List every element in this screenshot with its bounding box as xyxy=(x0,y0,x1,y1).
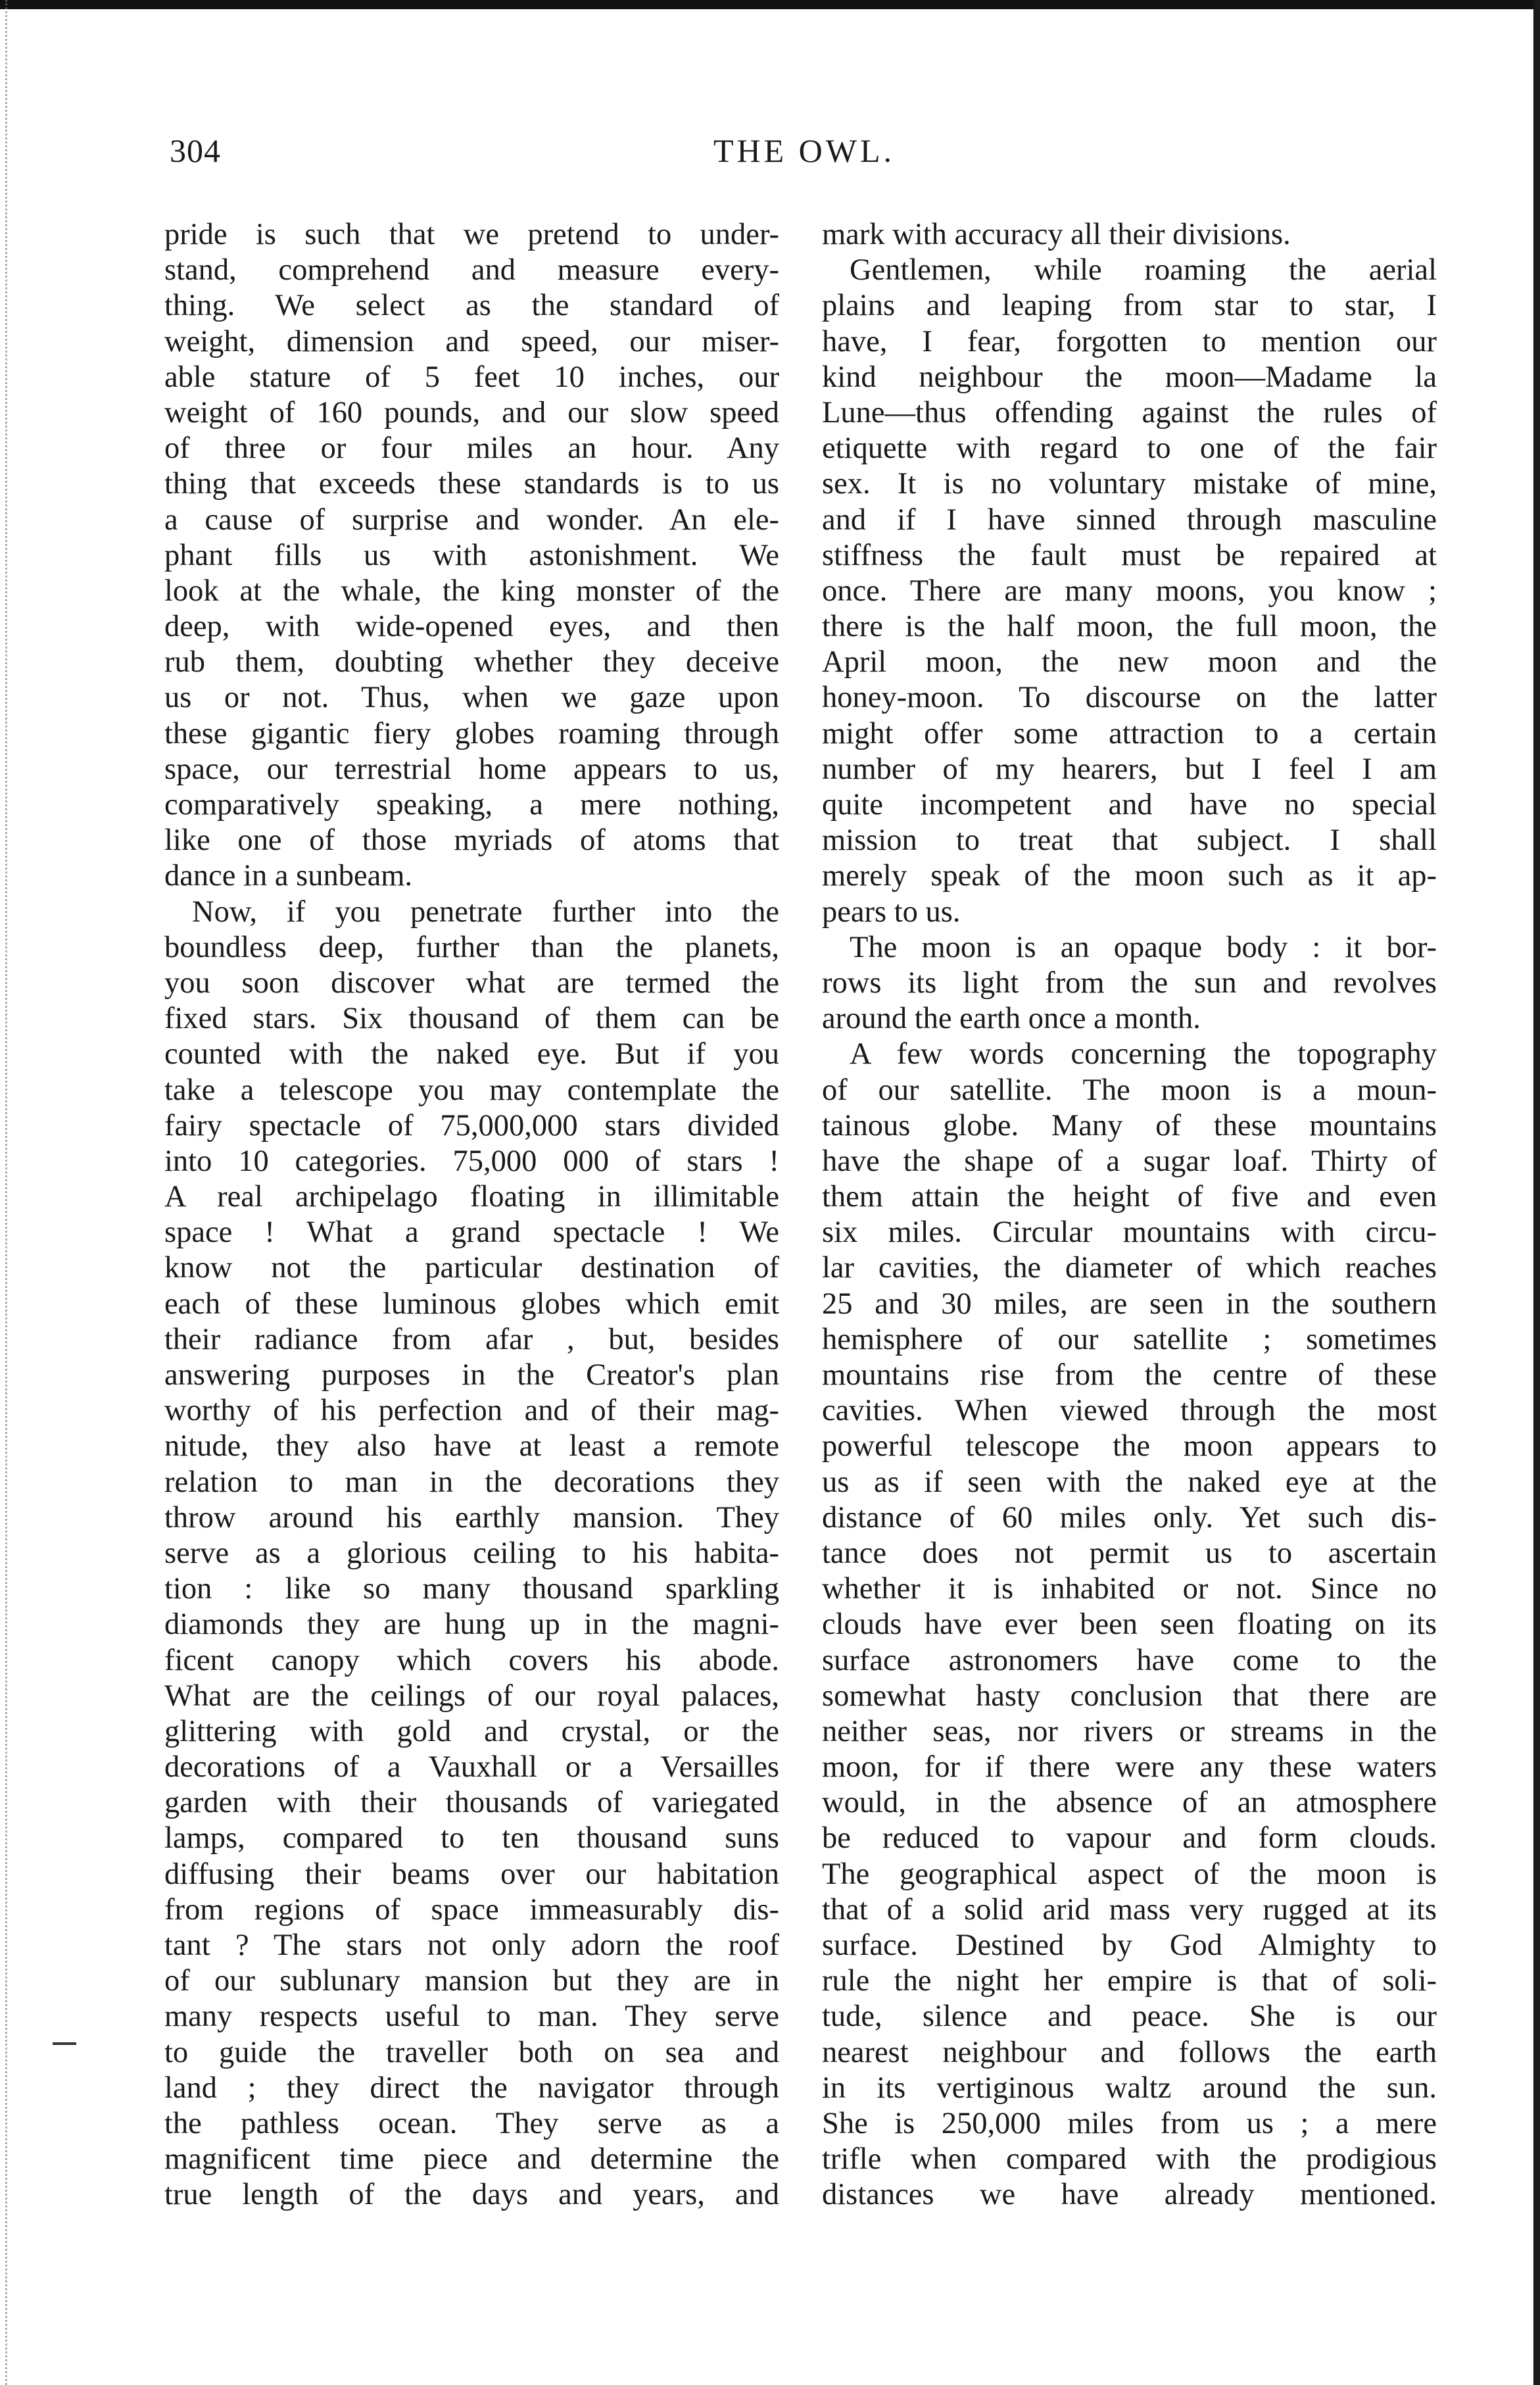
text-line: What are the ceilings of our royal palaces, xyxy=(164,1679,779,1713)
text-line: mountains rise from the centre of these xyxy=(822,1358,1437,1392)
text-line: and if I have sinned through masculine xyxy=(822,503,1437,537)
text-line: lar cavities, the diameter of which reaches xyxy=(822,1251,1437,1285)
text-line: counted with the naked eye. But if you xyxy=(164,1037,779,1071)
text-line: distances we have already mentioned. xyxy=(822,2178,1437,2212)
text-line: stiffness the fault must be repaired at xyxy=(822,538,1437,572)
text-line: diffusing their beams over our habitation xyxy=(164,1857,779,1891)
text-line: the pathless ocean. They serve as a xyxy=(164,2106,779,2140)
text-line: weight of 160 pounds, and our slow speed xyxy=(164,395,779,430)
text-line: into 10 categories. 75,000 000 of stars ! xyxy=(164,1144,779,1178)
text-line: tion : like so many thousand sparkling xyxy=(164,1572,779,1606)
text-line: Gentlemen, while roaming the aerial xyxy=(850,253,1437,287)
text-line: stand, comprehend and measure every- xyxy=(164,253,779,287)
text-line: kind neighbour the moon—Madame la xyxy=(822,360,1437,394)
text-line: surface. Destined by God Almighty to xyxy=(822,1929,1437,1962)
text-line: The moon is an opaque body : it bor- xyxy=(850,930,1437,964)
text-line: take a telescope you may contemplate the xyxy=(164,1073,779,1107)
text-line: a cause of surprise and wonder. An ele- xyxy=(164,503,779,537)
text-line: glittering with gold and crystal, or the xyxy=(164,1714,779,1748)
text-column-left xyxy=(164,217,779,2213)
text-line: once. There are many moons, you know ; xyxy=(822,574,1437,608)
text-line: She is 250,000 miles from us ; a mere xyxy=(822,2106,1437,2140)
text-column-right xyxy=(822,217,1437,2213)
text-line: us or not. Thus, when we gaze upon xyxy=(164,681,779,715)
text-line: Lune—thus offending against the rules of xyxy=(822,395,1437,430)
text-line: thing that exceeds these standards is to us xyxy=(164,467,779,501)
text-line: true length of the days and years, and xyxy=(164,2178,779,2212)
text-line: plains and leaping from star to star, I xyxy=(822,289,1437,323)
text-line: moon, for if there were any these waters xyxy=(822,1750,1437,1784)
text-line: phant fills us with astonishment. We xyxy=(164,538,779,572)
text-line: surface astronomers have come to the xyxy=(822,1643,1437,1677)
text-line: many respects useful to man. They serve xyxy=(164,2000,779,2034)
text-line: have, I fear, forgotten to mention our xyxy=(822,324,1437,358)
text-line: you soon discover what are termed the xyxy=(164,966,779,1000)
text-line: them attain the height of five and even xyxy=(822,1180,1437,1214)
text-line: ficent canopy which covers his abode. xyxy=(164,1643,779,1677)
text-line: in its vertiginous waltz around the sun. xyxy=(822,2071,1437,2105)
text-line: cavities. When viewed through the most xyxy=(822,1394,1437,1428)
text-line: of our sublunary mansion but they are in xyxy=(164,1964,779,1998)
text-line: of our satellite. The moon is a moun- xyxy=(822,1073,1437,1107)
text-line: nitude, they also have at least a remote xyxy=(164,1429,779,1463)
text-line: able stature of 5 feet 10 inches, our xyxy=(164,360,779,394)
left-page-edge xyxy=(5,0,9,2385)
text-line: somewhat hasty conclusion that there are xyxy=(822,1679,1437,1713)
text-line: each of these luminous globes which emit xyxy=(164,1287,779,1321)
text-line: boundless deep, further than the planets, xyxy=(164,930,779,964)
text-line: The geographical aspect of the moon is xyxy=(822,1857,1437,1891)
text-line: distance of 60 miles only. Yet such dis- xyxy=(822,1500,1437,1535)
running-title: THE OWL. xyxy=(713,132,896,169)
text-line: that of a solid arid mass very rugged at its xyxy=(822,1892,1437,1927)
text-line: neither seas, nor rivers or streams in the xyxy=(822,1714,1437,1748)
text-line: of three or four miles an hour. Any xyxy=(164,431,779,466)
text-line: A few words concerning the topography xyxy=(850,1037,1437,1071)
text-line: space ! What a grand spectacle ! We xyxy=(164,1216,779,1250)
text-line: tant ? The stars not only adorn the roof xyxy=(164,1929,779,1962)
text-line: honey-moon. To discourse on the latter xyxy=(822,681,1437,715)
text-line: have the shape of a sugar loaf. Thirty of xyxy=(822,1144,1437,1178)
text-line: mark with accuracy all their divisions. xyxy=(822,218,1291,251)
text-line: around the earth once a month. xyxy=(822,1002,1201,1036)
text-line: their radiance from afar , but, besides xyxy=(164,1322,779,1356)
text-line: decorations of a Vauxhall or a Versailles xyxy=(164,1750,779,1784)
text-line: comparatively speaking, a mere nothing, xyxy=(164,788,779,822)
text-line: be reduced to vapour and form clouds. xyxy=(822,1821,1437,1856)
text-line: etiquette with regard to one of the fair xyxy=(822,431,1437,466)
text-line: might offer some attraction to a certain xyxy=(822,716,1437,750)
text-line: pears to us. xyxy=(822,895,961,929)
text-line: answering purposes in the Creator's plan xyxy=(164,1358,779,1392)
text-line: sex. It is no voluntary mistake of mine, xyxy=(822,467,1437,501)
text-line: trifle when compared with the prodigious xyxy=(822,2142,1437,2176)
text-line: lamps, compared to ten thousand suns xyxy=(164,1821,779,1856)
text-line: throw around his earthly mansion. They xyxy=(164,1500,779,1535)
text-line: us as if seen with the naked eye at the xyxy=(822,1465,1437,1499)
text-line: hemisphere of our satellite ; sometimes xyxy=(822,1322,1437,1356)
text-line: know not the particular destination of xyxy=(164,1251,779,1285)
text-line: mission to treat that subject. I shall xyxy=(822,824,1437,858)
text-line: Now, if you penetrate further into the xyxy=(192,895,779,929)
page-header xyxy=(170,132,1439,191)
text-line: fairy spectacle of 75,000,000 stars divided xyxy=(164,1108,779,1143)
text-line: rub them, doubting whether they deceive xyxy=(164,645,779,679)
right-page-edge xyxy=(1533,0,1540,2385)
text-line: pride is such that we pretend to under- xyxy=(164,218,779,251)
text-line: tance does not permit us to ascertain xyxy=(822,1536,1437,1570)
text-line: quite incompetent and have no special xyxy=(822,788,1437,822)
text-line: powerful telescope the moon appears to xyxy=(822,1429,1437,1463)
text-line: would, in the absence of an atmosphere xyxy=(822,1786,1437,1820)
text-line: serve as a glorious ceiling to his habita- xyxy=(164,1536,779,1570)
text-line: nearest neighbour and follows the earth xyxy=(822,2035,1437,2069)
text-line: there is the half moon, the full moon, the xyxy=(822,610,1437,644)
text-line: merely speak of the moon such as it ap- xyxy=(822,859,1437,893)
text-line: whether it is inhabited or not. Since no xyxy=(822,1572,1437,1606)
text-line: diamonds they are hung up in the magni- xyxy=(164,1608,779,1642)
text-line: magnificent time piece and determine the xyxy=(164,2142,779,2176)
text-line: land ; they direct the navigator through xyxy=(164,2071,779,2105)
text-line: look at the whale, the king monster of the xyxy=(164,574,779,608)
text-line: thing. We select as the standard of xyxy=(164,289,779,323)
text-line: garden with their thousands of variegated xyxy=(164,1786,779,1820)
text-line: rule the night her empire is that of soli- xyxy=(822,1964,1437,1998)
text-line: April moon, the new moon and the xyxy=(822,645,1437,679)
text-line: rows its light from the sun and revolves xyxy=(822,966,1437,1000)
text-line: relation to man in the decorations they xyxy=(164,1465,779,1499)
text-line: deep, with wide-opened eyes, and then xyxy=(164,610,779,644)
text-line: tainous globe. Many of these mountains xyxy=(822,1108,1437,1143)
text-line: dance in a sunbeam. xyxy=(164,859,413,893)
text-line: A real archipelago floating in illimitable xyxy=(164,1180,779,1214)
text-line: fixed stars. Six thousand of them can be xyxy=(164,1002,779,1036)
text-line: number of my hearers, but I feel I am xyxy=(822,752,1437,786)
text-line: worthy of his perfection and of their mag- xyxy=(164,1394,779,1428)
text-line: weight, dimension and speed, our miser- xyxy=(164,324,779,358)
text-line: space, our terrestrial home appears to us, xyxy=(164,752,779,786)
text-line: like one of those myriads of atoms that xyxy=(164,824,779,858)
text-line: tude, silence and peace. She is our xyxy=(822,2000,1437,2034)
text-line: six miles. Circular mountains with circu- xyxy=(822,1216,1437,1250)
text-line: 25 and 30 miles, are seen in the southern xyxy=(822,1287,1437,1321)
text-line: from regions of space immeasurably dis- xyxy=(164,1892,779,1927)
text-line: these gigantic fiery globes roaming through xyxy=(164,716,779,750)
text-line: clouds have ever been seen floating on its xyxy=(822,1608,1437,1642)
margin-mark xyxy=(53,2042,76,2045)
page-number: 304 xyxy=(170,132,221,169)
top-border-rule xyxy=(0,0,1540,9)
text-line: to guide the traveller both on sea and xyxy=(164,2035,779,2069)
